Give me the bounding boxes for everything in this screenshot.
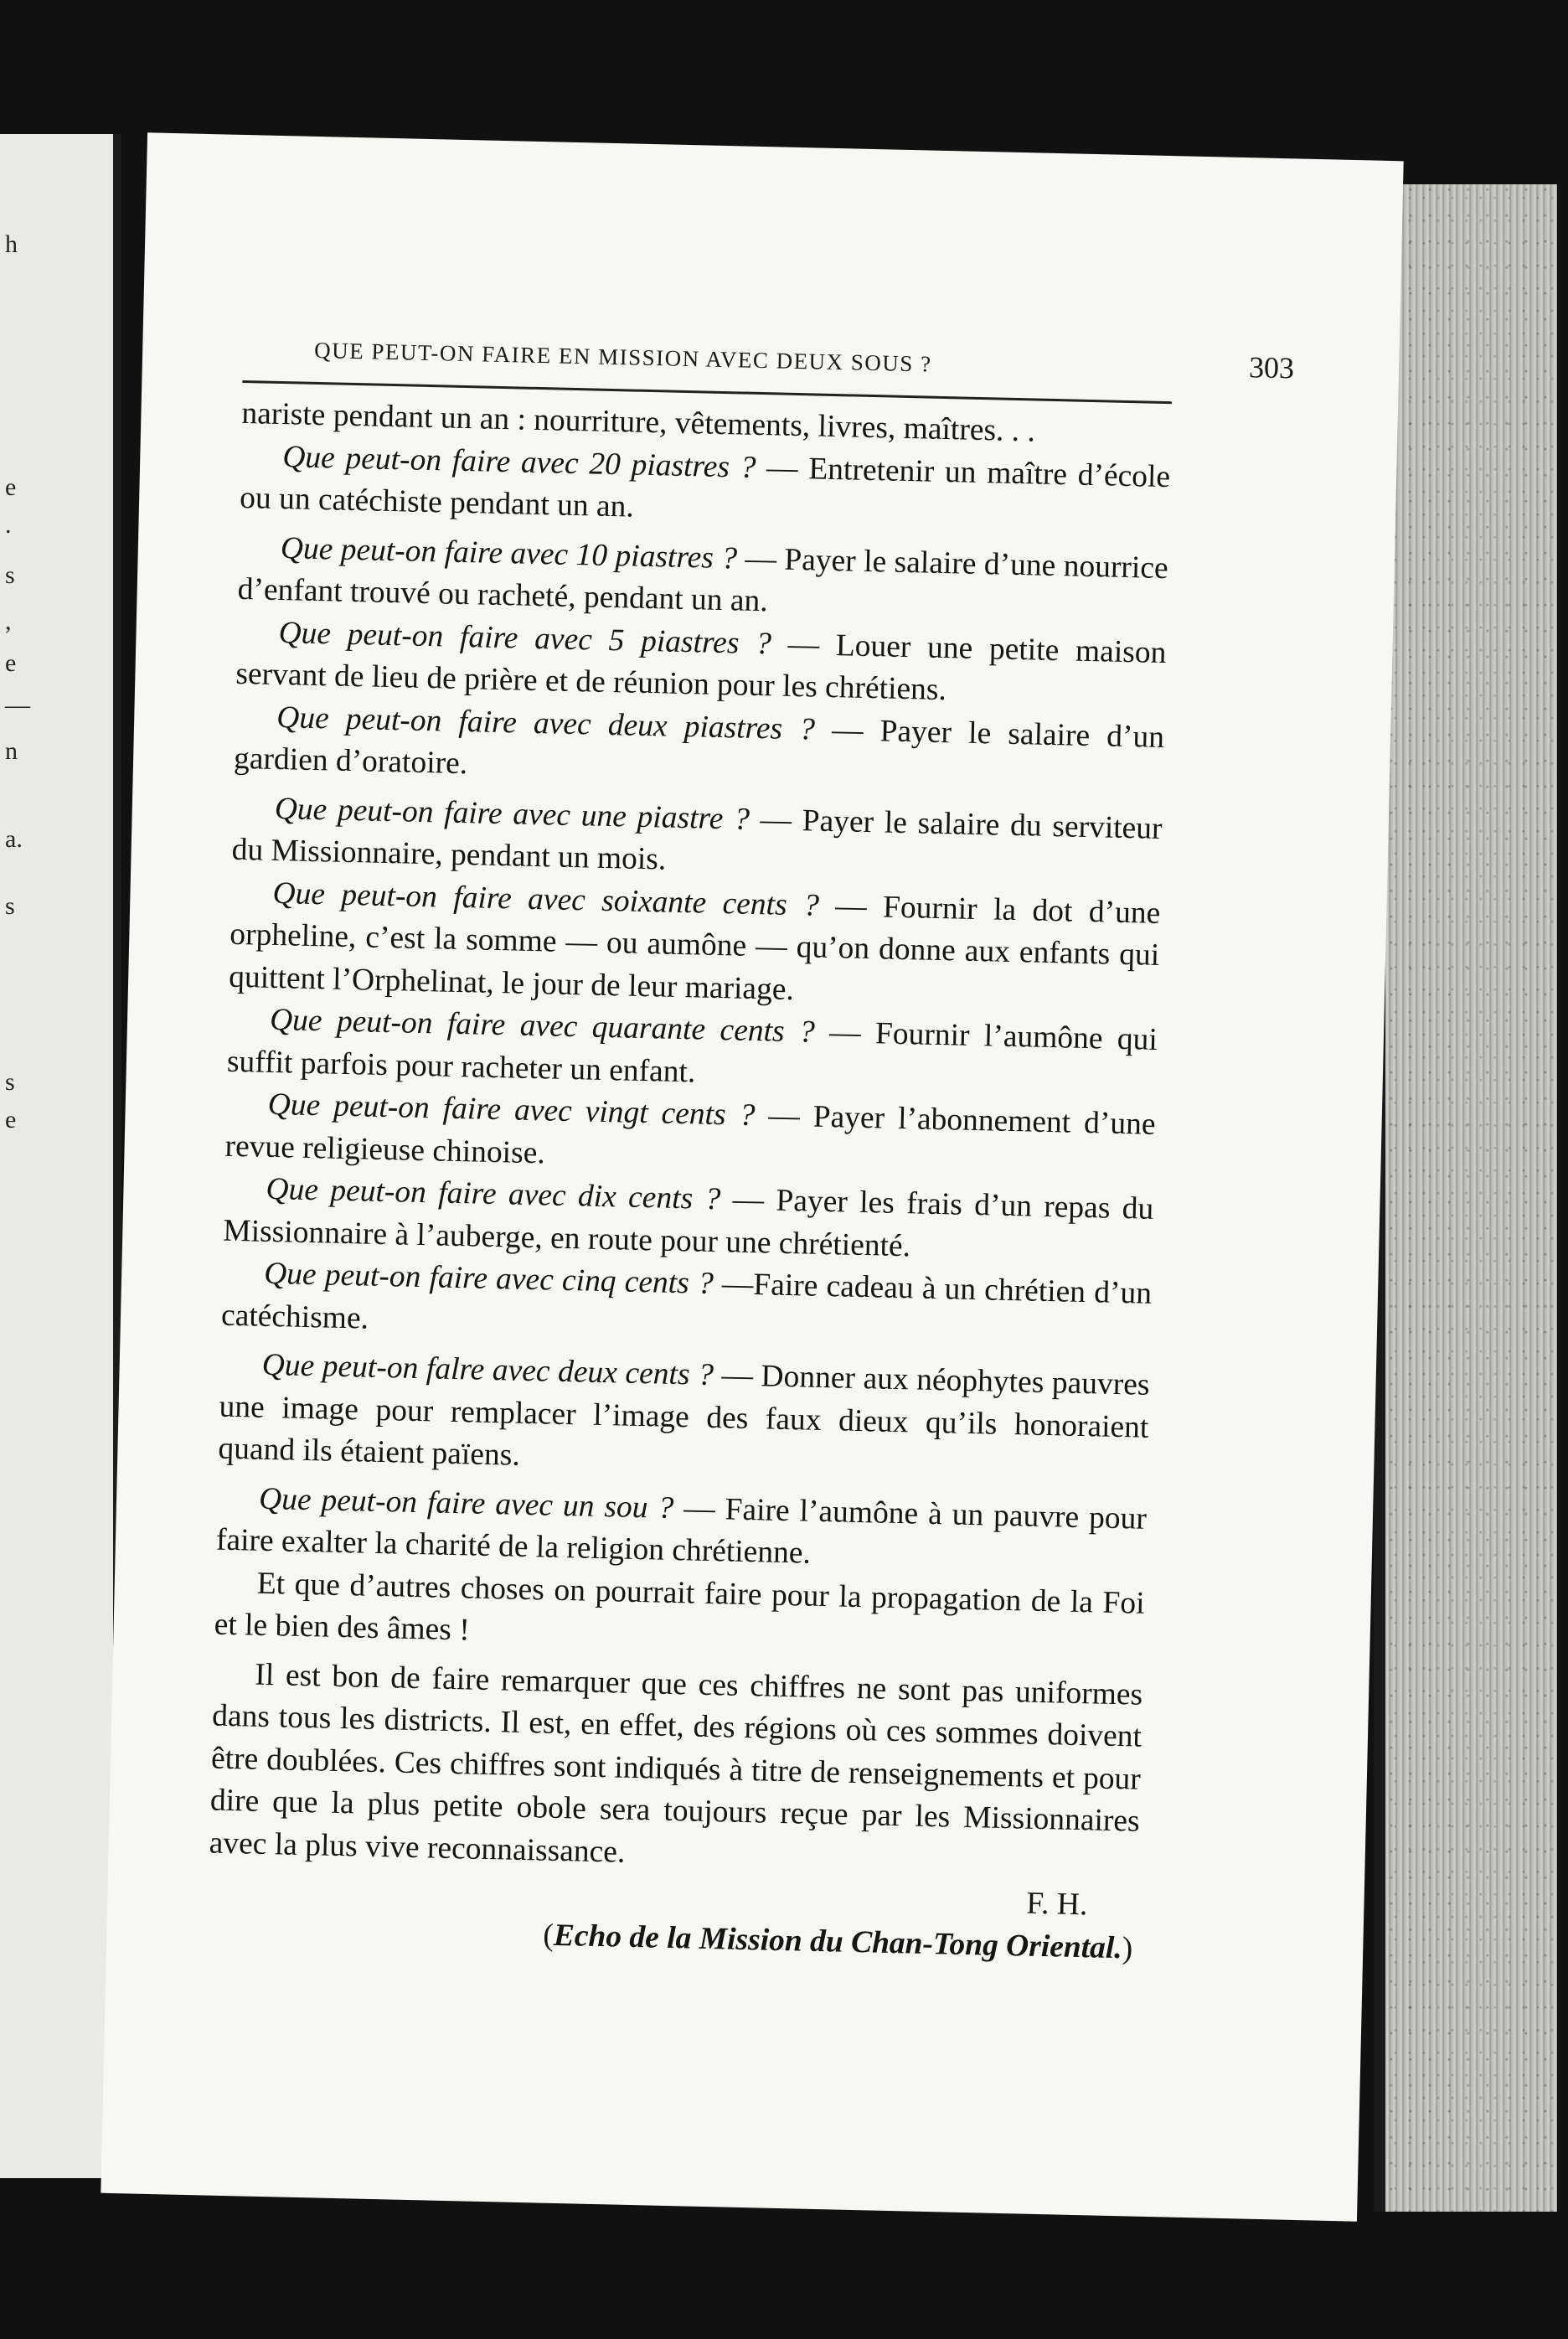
entry-question: Que peut-on faire avec dix cents ? xyxy=(266,1171,721,1217)
previous-page-edge xyxy=(0,134,121,2178)
page-fragment: h xyxy=(5,230,18,258)
entry-answer: — Payer les frais d’un repas du Missionnaire à l’auberge, en route pour une chrétienté. xyxy=(222,1182,1154,1263)
signature: F. H. xyxy=(1025,1886,1088,1923)
page-fragment: s xyxy=(5,892,15,920)
page-fragment: e xyxy=(5,473,17,501)
page-fragment: s xyxy=(5,1068,15,1096)
source-open-paren: ( xyxy=(542,1918,554,1953)
entry-answer: — Fournir l’aumône qui suffit parfois pour racheter un enfant. xyxy=(226,1015,1158,1089)
book-fore-edge xyxy=(1374,184,1557,2212)
page-fragment: . xyxy=(5,511,12,539)
entry-answer: —Faire cadeau à un chrétien d’un catéchisme. xyxy=(220,1267,1153,1336)
source-title: Echo de la Mission du Chan-Tong Oriental. xyxy=(553,1918,1123,1965)
entry-question: Que peut-on faire avec une piastre ? xyxy=(274,791,750,837)
entry-answer: — Fournir la dot d’une orpheline, c’est la somme — ou aumône — qu’on donne aux enfants qui quittent l’Orphelinat, le jour de leur mariage. xyxy=(228,888,1161,1007)
entry-answer: — Faire l’aumône à un pauvre pour faire exalter la charité de la religion chrétienne. xyxy=(215,1490,1148,1571)
body-text xyxy=(207,393,1172,1970)
entry-question: Que peut-on faire avec soixante cents ? xyxy=(272,875,820,923)
entry-question: Que peut-on faire avec un sou ? xyxy=(258,1481,674,1526)
running-title: QUE PEUT-ON FAIRE EN MISSION AVEC DEUX SOUS ? xyxy=(313,337,932,377)
entry-answer: — Payer le salaire d’un gardien d’oratoire. xyxy=(233,712,1165,782)
entry-answer: — Payer l’abonnement d’une revue religieuse chinoise. xyxy=(224,1098,1157,1170)
entry-question: Que peut-on falre avec deux cents ? xyxy=(261,1347,714,1393)
entry-question: Que peut-on faire avec vingt cents ? xyxy=(267,1087,756,1133)
page-fragment: e xyxy=(5,1106,17,1133)
opening-line: nariste pendant un an : nourriture, vêtements, livres, maîtres. . . xyxy=(241,395,1036,449)
closing-paragraph: Il est bon de faire remarquer que ces chiffres ne sont pas uniformes dans tous les districts. Il est, en effet, des régions où ces sommes doivent être doublées. Ces chiffres sont indiqués à titre de renseignements et pour dire que la plus petite obole sera toujours reçue par les Missionnaires avec la plus vive reconnaissance. xyxy=(209,1657,1143,1870)
page-fragment: n xyxy=(5,737,18,765)
book-page xyxy=(101,132,1403,2221)
page-fragment: , xyxy=(5,607,12,635)
page-fragment: s xyxy=(5,561,15,589)
entry-answer: — Payer le salaire d’une nourrice d’enfant trouvé ou racheté, pendant un an. xyxy=(237,541,1169,619)
entry-answer: — Entretenir un maître d’école ou un catéchiste pendant un an. xyxy=(239,450,1171,524)
page-number: 303 xyxy=(1248,350,1295,385)
source-close-paren: ) xyxy=(1122,1930,1133,1966)
page-fragment: e xyxy=(5,649,17,677)
entry-question: Que peut-on faire avec quarante cents ? xyxy=(269,1002,816,1050)
running-header xyxy=(314,317,1295,386)
closing-paragraph: Et que d’autres choses on pourrait faire pour la propagation de la Foi et le bien des âmes ! xyxy=(214,1566,1146,1648)
entry-answer: — Louer une petite maison servant de lieu de prière et de réunion pour les chrétiens. xyxy=(235,627,1167,708)
entry-question: Que peut-on faire avec 5 piastres ? xyxy=(278,615,772,661)
entry-question: Que peut-on faire avec 10 piastres ? xyxy=(280,530,738,576)
page-fragment: — xyxy=(5,691,30,719)
entry-paragraph xyxy=(229,871,1161,1020)
entry-paragraph xyxy=(218,1344,1150,1492)
entry-question: Que peut-on faire avec 20 piastres ? xyxy=(281,439,756,485)
entry-question: Que peut-on faire avec cinq cents ? xyxy=(263,1256,714,1301)
entry-question: Que peut-on faire avec deux piastres ? xyxy=(276,700,816,747)
entry-answer: — Donner aux néophytes pauvres une image pour remplacer l’image des faux dieux qu’ils honoraient quand ils étaient païens. xyxy=(218,1358,1150,1473)
entry-answer: — Payer le salaire du serviteur du Missionnaire, pendant un mois. xyxy=(231,802,1163,877)
page-fragment: a. xyxy=(5,825,23,853)
